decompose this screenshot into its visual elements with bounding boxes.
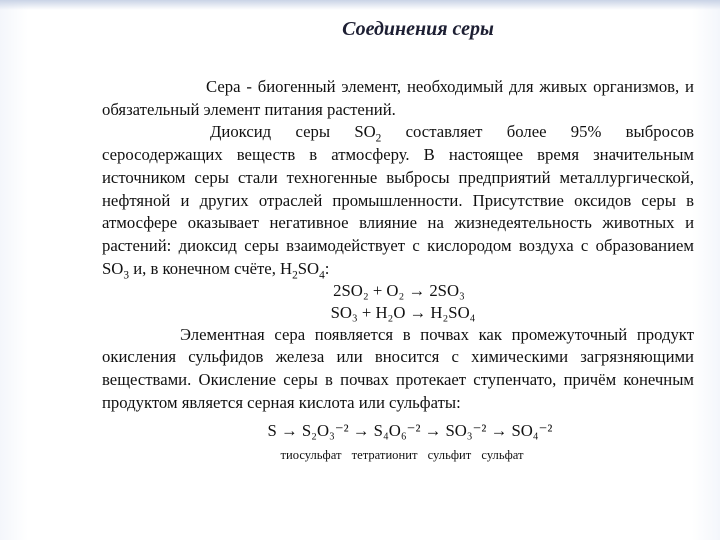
equation-oxidation: 2SO₂ + O₂ → 2SO₃ xyxy=(333,281,465,301)
compound-names xyxy=(102,447,694,463)
slide-body xyxy=(102,76,694,463)
name-thiosulfate: тиосульфат xyxy=(280,448,342,463)
name-tetrathionite: тетратионит xyxy=(351,448,418,463)
slide-top-border xyxy=(0,0,720,10)
paragraph-elemental-sulfur: Элементная сера появляется в почвах как промежуточный продукт окисления сульфидов железа или вносится с химическими загрязняющими веществами. Окисление серы в почвах протекает ступенчато, причём конечным продуктом является серная кислота или сульфаты: xyxy=(102,324,694,412)
paragraph-intro: Сера - биогенный элемент, необходимый для живых организмов, и обязательный элемент питания растений. xyxy=(102,77,694,119)
name-sulfate: сульфат xyxy=(481,448,524,463)
name-sulfite: сульфит xyxy=(427,448,472,463)
paragraph-sulfur-dioxide: Диоксид серы $SO_2$ составляет более 95% выбросов серосодержащих веществ в атмосферу. В настоящее время значительным источником серы стали техногенные выбросы предприятий металлургической, нефтяной и других отраслей промышленности. Присутствие оксидов серы в атмосфере оказывает негативное влияние на жизнедеятельность животных и растений: диоксид серы взаимодействует с кислородом воздуха с образованием $SO_3$ и, в конечном счёте, $H_2SO_4$: xyxy=(102,122,694,281)
equation-acid-formation: SO₃ + H₂O → H₂SO₄ xyxy=(330,302,476,322)
slide-title: Соединения серы xyxy=(342,18,494,40)
oxidation-chain: S → S₂O₃⁻² → S₄O₆⁻² → SO₃⁻² → SO₄⁻² xyxy=(267,421,553,441)
